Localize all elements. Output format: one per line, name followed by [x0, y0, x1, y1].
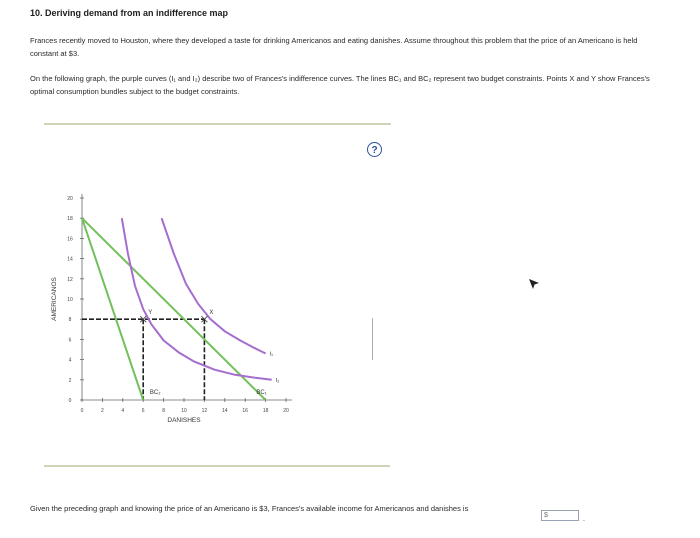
- x-tick-label: 6: [141, 408, 145, 414]
- graph-guide-lines: [82, 319, 204, 400]
- question-title: 10. Deriving demand from an indifference map: [30, 8, 229, 18]
- y-tick-label: 14: [67, 256, 73, 263]
- indifference-label-i2: I₂: [275, 377, 280, 384]
- x-tick-label: 2: [101, 408, 104, 414]
- x-tick-label: 8: [162, 408, 165, 414]
- point-x-label: X: [209, 310, 214, 317]
- x-tick-label: 10: [181, 408, 187, 414]
- indifference-label-i1: I₁: [269, 351, 273, 358]
- graph-panel-edge: [372, 318, 373, 360]
- x-tick-label: 4: [121, 408, 125, 414]
- x-tick-label: 0: [80, 408, 84, 414]
- graph-axes: [67, 194, 292, 414]
- x-tick-label: 20: [283, 408, 289, 414]
- point-y-label: Y: [148, 310, 153, 317]
- y-tick-label: 18: [67, 216, 73, 223]
- x-tick-label: 12: [201, 408, 208, 414]
- y-tick-label: 10: [67, 297, 73, 303]
- indifference-curve-i1[interactable]: [162, 218, 266, 353]
- y-tick-label: 20: [67, 196, 73, 202]
- help-icon[interactable]: ?: [367, 142, 382, 157]
- budget-line-bc1[interactable]: [82, 218, 266, 400]
- income-answer-input[interactable]: [541, 510, 579, 521]
- y-tick-label: 16: [67, 236, 73, 243]
- income-question-text: Given the preceding graph and knowing the price of an Americano is $3, Frances's available income for Americanos and danishes is: [30, 504, 469, 513]
- trailing-period: .: [583, 516, 585, 523]
- y-tick-label: 2: [68, 377, 72, 384]
- x-tick-label: 18: [262, 408, 269, 414]
- graph-bottom-divider: [44, 465, 390, 467]
- budget-label-bc1: BC₁: [256, 390, 267, 396]
- x-tick-label: 14: [222, 408, 228, 414]
- cursor-icon: [528, 278, 540, 290]
- intro-paragraph: Frances recently moved to Houston, where they developed a taste for drinking Americanos and eating danishes. Assume throughout this problem that the price of an Americano is held constant at $3.: [30, 36, 638, 58]
- x-axis-label: DANISHES: [167, 417, 201, 424]
- budget-line-bc2[interactable]: [82, 218, 143, 400]
- y-axis-label: AMERICANOS: [51, 277, 58, 321]
- y-tick-label: 6: [68, 337, 72, 344]
- y-tick-label: 8: [68, 317, 72, 324]
- indifference-graph[interactable]: [44, 176, 304, 446]
- indifference-curve-i2[interactable]: [122, 218, 272, 380]
- indifference-curves[interactable]: [122, 218, 272, 380]
- graph-top-divider: [44, 123, 391, 125]
- budget-constraints[interactable]: [82, 218, 266, 400]
- x-tick-label: 16: [242, 408, 248, 414]
- y-tick-label: 12: [67, 276, 73, 283]
- y-tick-label: 4: [68, 357, 72, 364]
- graph-description-paragraph: On the following graph, the purple curves (I₁ and I₂) describe two of Frances's indifference curves. The lines BC₁ and BC₂ represent two budget constraints. Points X and Y show Frances's optimal consumption bundles subject to the budget constraints.: [30, 74, 650, 96]
- budget-label-bc2: BC₂: [149, 390, 161, 396]
- y-tick-label: 0: [68, 398, 72, 404]
